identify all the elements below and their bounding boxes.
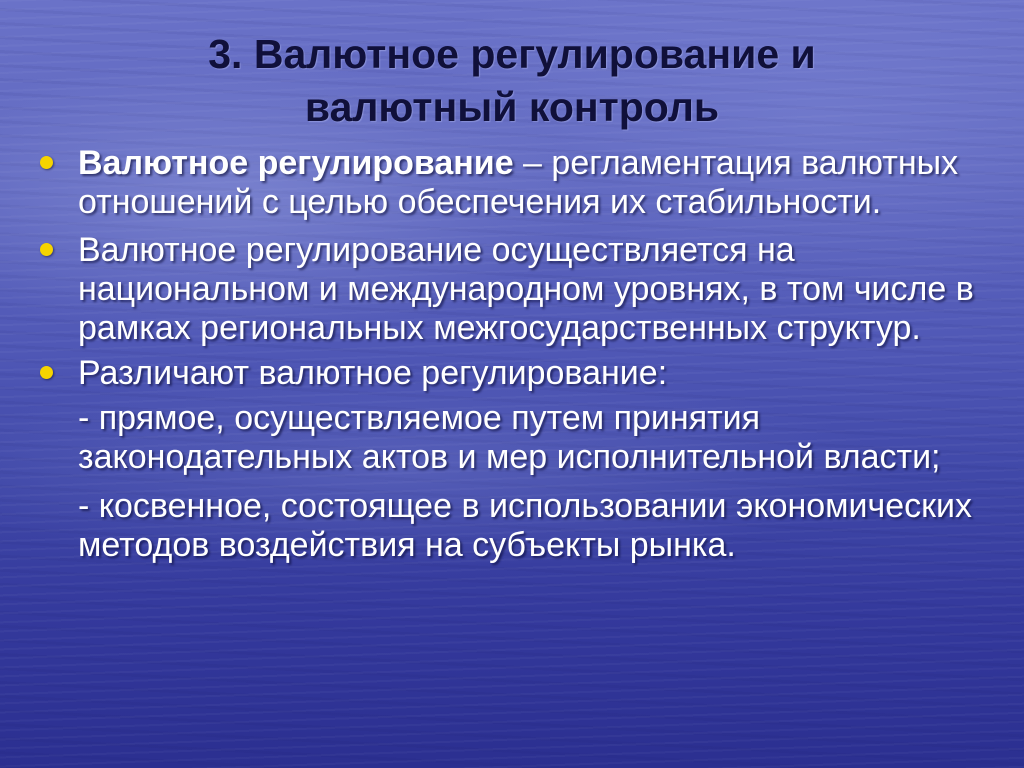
round-bullet-icon [40,243,53,256]
bullet-definition-text: – регламентация валютных отношений с целью обеспечения их стабильности. [78,144,959,221]
sub-item-direct: - прямое, осуществляемое путем принятия законодательных актов и мер исполнительной власти; [78,399,941,476]
bullet-term: Валютное регулирование [78,144,514,182]
slide-body [38,144,978,575]
round-bullet-icon [40,366,53,379]
bullet-item-levels [38,231,978,348]
slide-title-line-1: 3. Валютное регулирование и [208,31,816,77]
bullet-types-text: Различают валютное регулирование: [78,354,668,392]
slide-title [60,28,964,134]
bullet-levels-text: Валютное регулирование осуществляется на национальном и международном уровнях, в том числе в рамках региональных межгосударственных структур. [78,231,974,347]
bullet-item-types [38,354,978,393]
round-bullet-icon [40,156,53,169]
bullet-item-definition [38,144,978,222]
slide-title-line-2: валютный контроль [304,84,720,130]
sub-item-indirect: - косвенное, состоящее в использовании экономических методов воздействия на субъекты рынка. [78,487,973,564]
